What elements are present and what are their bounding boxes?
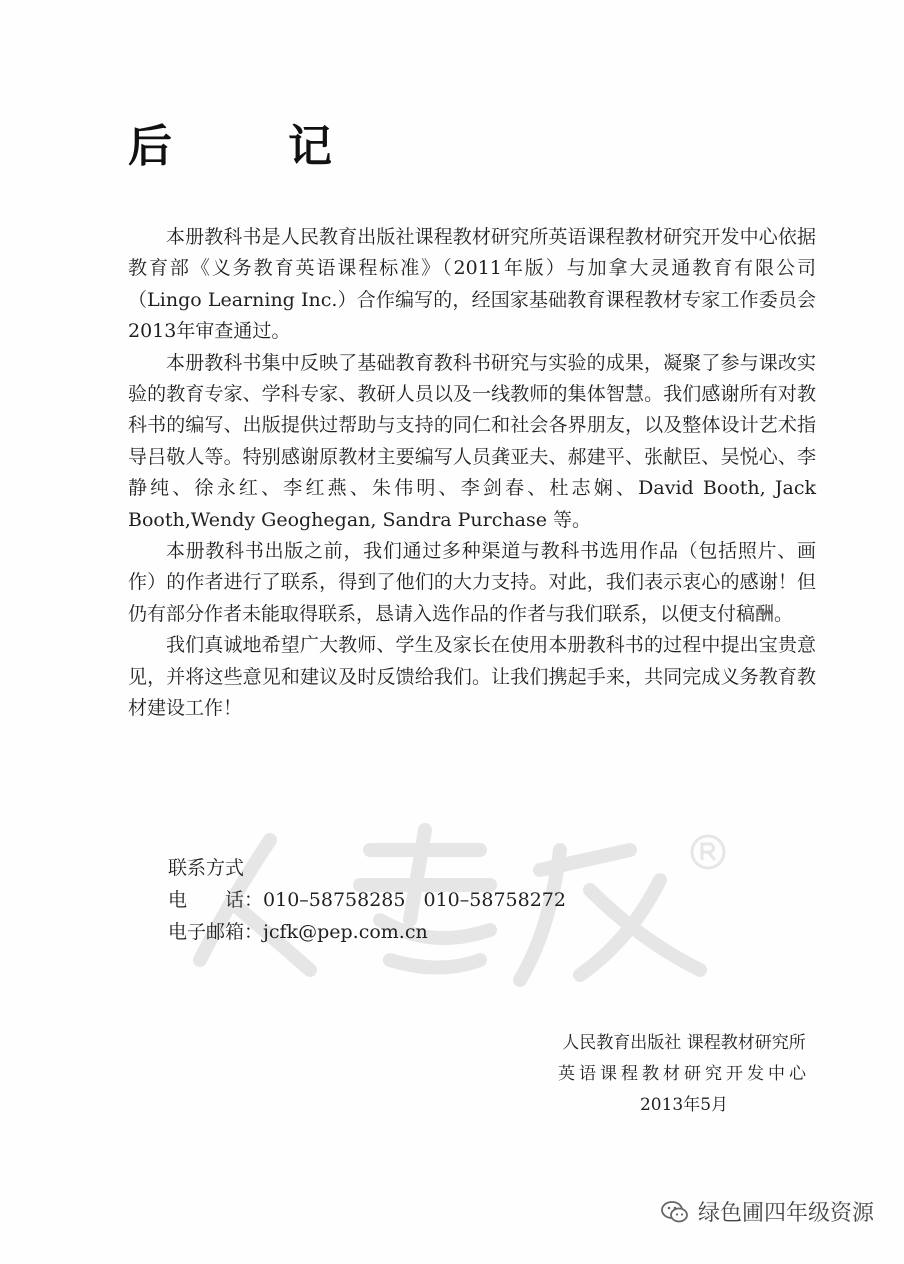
- phone-number: 010–58758285: [263, 889, 406, 911]
- email-address: jcfk@pep.com.cn: [263, 921, 428, 943]
- contact-info: [168, 852, 566, 948]
- page-title: 后 记: [128, 121, 368, 172]
- paragraph: 本册教科书是人民教育出版社课程教材研究所英语课程教材研究开发中心依据教育部《义务教育英语课程标准》（2011年版）与加拿大灵通教育有限公司（Lingo Learning Inc.）合作编写的，经国家基础教育课程教材专家工作委员会2013年审查通过。: [128, 226, 816, 343]
- signature-date: 2013年5月: [639, 1095, 729, 1115]
- paragraph: 本册教科书集中反映了基础教育教科书研究与实验的成果，凝聚了参与课改实验的教育专家、学科专家、教研人员以及一线教师的集体智慧。我们感谢所有对教科书的编写、出版提供过帮助与支持的同仁和社会各界朋友，以及整体设计艺术指导吕敬人等。特别感谢原教材主要编写人员龚亚夫、郝建平、张献臣、吴悦心、李静纯、徐永红、李红燕、朱伟明、李剑春、杜志娴、David Booth, Jack Booth,Wendy Geoghegan, Sandra Purchase 等。: [128, 351, 816, 531]
- wechat-account-watermark: [660, 1196, 874, 1227]
- phone-number: 010–58758272: [423, 889, 566, 911]
- signature-line: 英语课程教材研究开发中心: [558, 1064, 810, 1084]
- wechat-icon: [660, 1199, 690, 1225]
- body-text: [128, 222, 816, 725]
- signature-block: [554, 1028, 814, 1121]
- paragraph: 我们真诚地希望广大教师、学生及家长在使用本册教科书的过程中提出宝贵意见，并将这些意见和建议及时反馈给我们。让我们携起手来，共同完成义务教育教材建设工作！: [128, 634, 816, 720]
- wechat-account-name: 绿色圃四年级资源: [697, 1201, 874, 1226]
- contact-phone-row: [168, 884, 566, 916]
- contact-email-row: [168, 916, 566, 948]
- paragraph: 本册教科书出版之前，我们通过多种渠道与教科书选用作品（包括照片、画作）的作者进行了联系，得到了他们的大力支持。对此，我们表示衷心的感谢！但仍有部分作者未能取得联系，恳请入选作品的作者与我们联系，以便支付稿酬。: [128, 540, 816, 625]
- contact-heading: 联系方式: [168, 857, 245, 879]
- signature-line: 人民教育出版社 课程教材研究所: [562, 1033, 806, 1053]
- phone-label: 电 话：: [168, 889, 264, 911]
- email-label: 电子邮箱：: [168, 921, 264, 943]
